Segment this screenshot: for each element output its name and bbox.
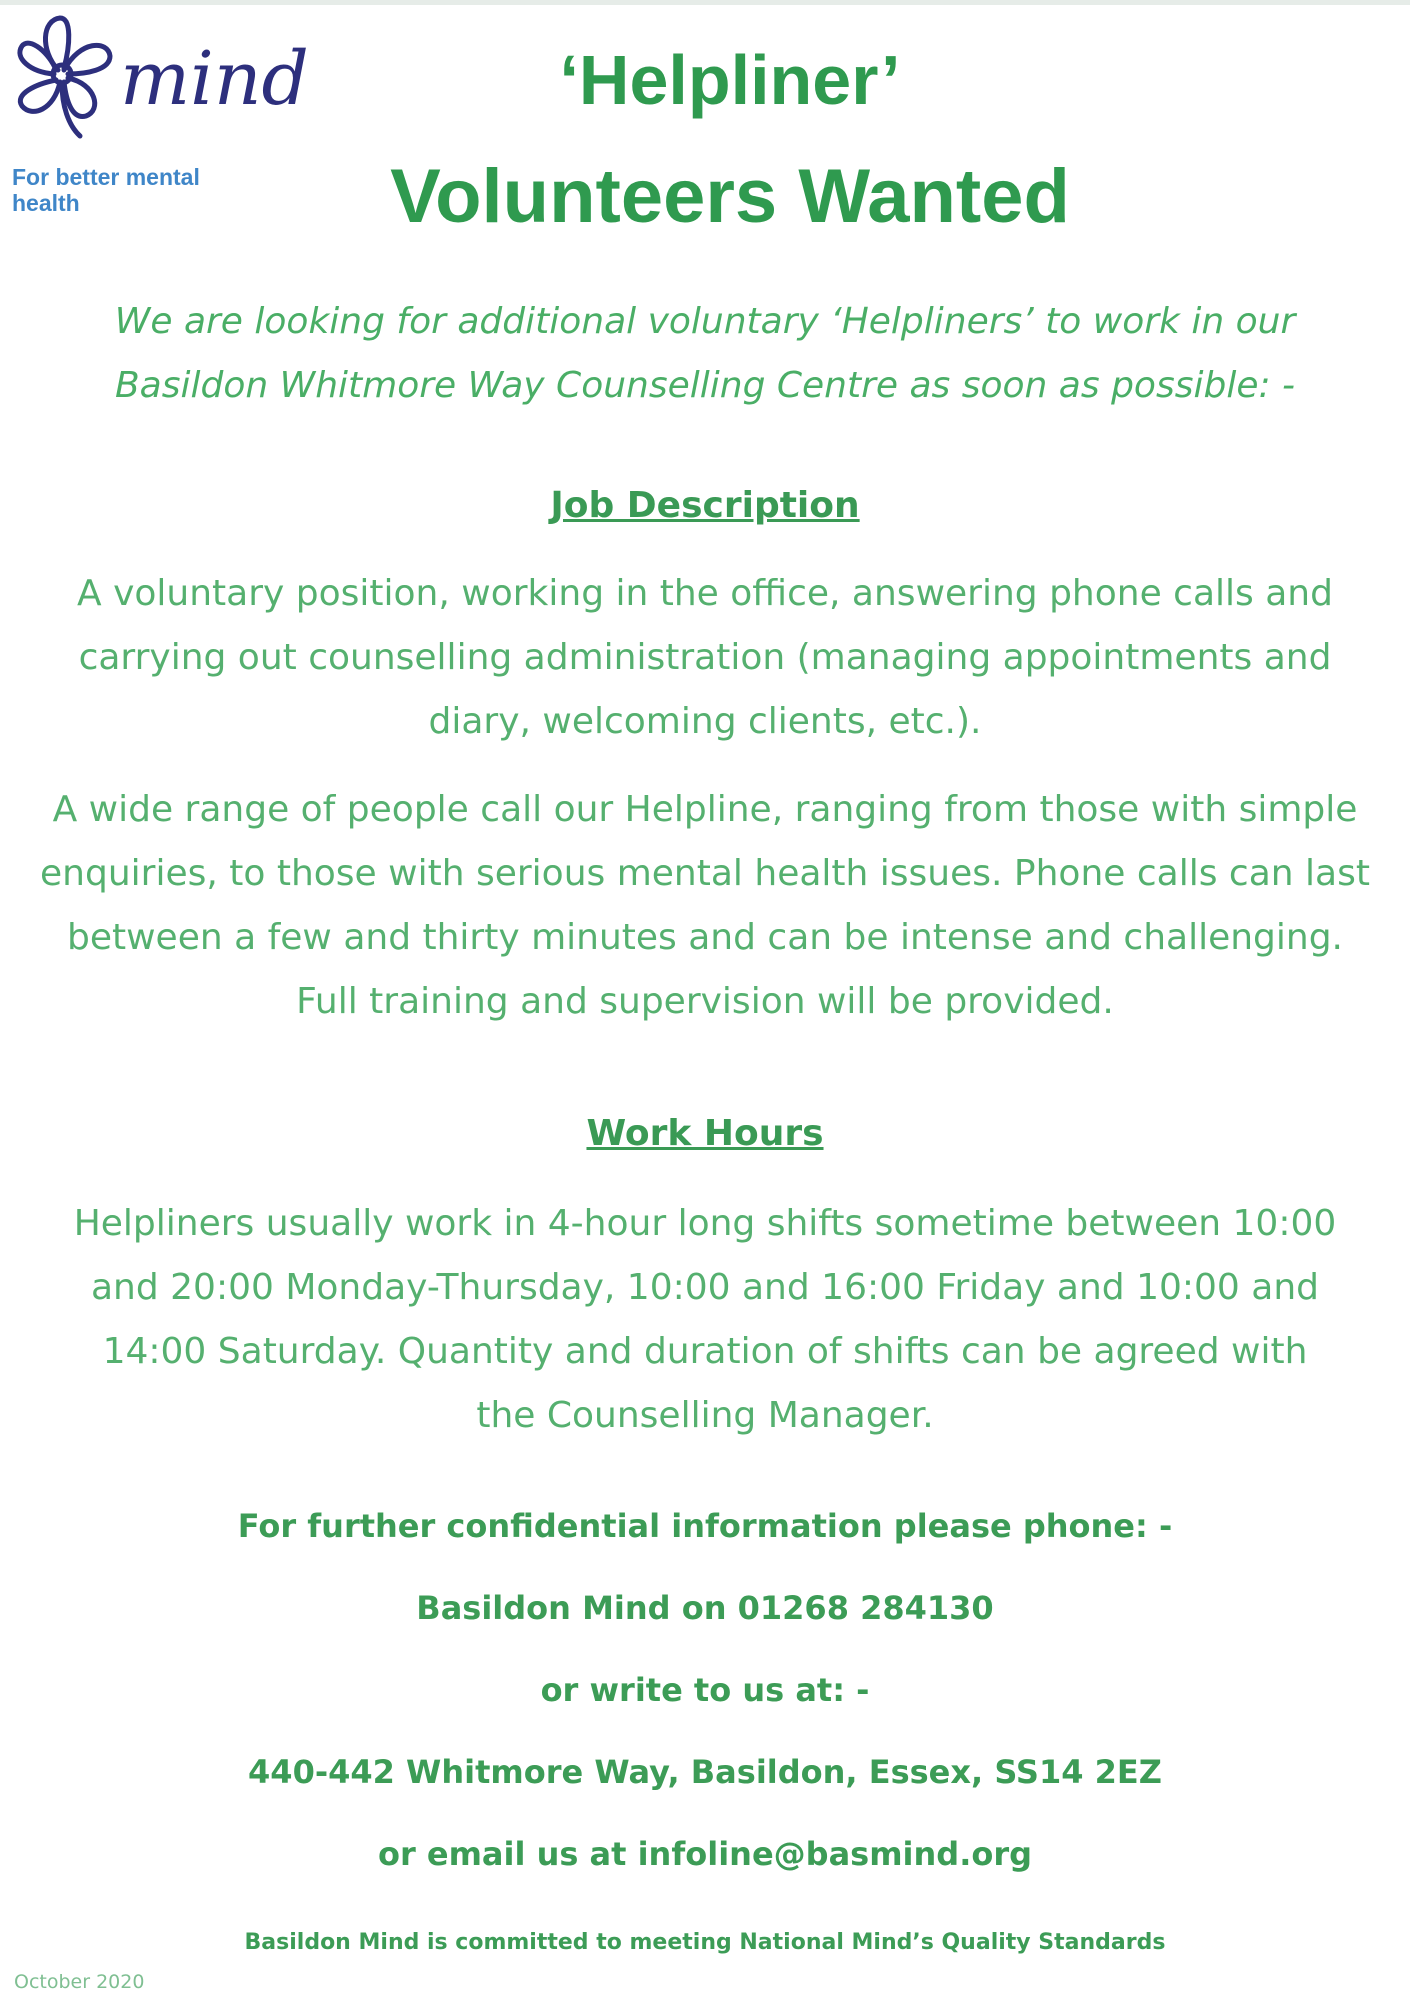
job-description-paragraph-2: A wide range of people call our Helpline, ranging from those with simple enquiries, to those with serious mental health issues. Phone calls can last between a few and thirty minutes and can be intense and challenging. Full training and supervision will be provided. <box>40 789 1370 1022</box>
title-volunteers-wanted: Volunteers Wanted <box>390 154 1070 239</box>
job-description-paragraph-1: A voluntary position, working in the office, answering phone calls and carrying out counselling administration (managing appointments and diary, welcoming clients, etc.). <box>77 573 1333 742</box>
document-date: October 2020 <box>14 1971 145 1993</box>
work-hours-paragraph: Helpliners usually work in 4-hour long shifts sometime between 10:00 and 20:00 Monday-Thursday, 10:00 and 16:00 Friday and 10:00 and 14:00 Saturday. Quantity and duration of shifts can be agreed with the Counselling Manager. <box>73 1203 1337 1436</box>
contact-address: 440-442 Whitmore Way, Basildon, Essex, SS14 2EZ <box>248 1753 1162 1791</box>
job-description-heading: Job Description <box>550 485 860 526</box>
mind-flower-icon <box>10 10 340 160</box>
title-helpliner: ‘Helpliner’ <box>559 41 901 119</box>
contact-email: or email us at infoline@basmind.org <box>377 1835 1033 1873</box>
work-hours-heading: Work Hours <box>586 1113 824 1154</box>
contact-phone: Basildon Mind on 01268 284130 <box>416 1589 994 1627</box>
wordmark: mind <box>120 36 309 122</box>
top-border <box>0 0 1410 5</box>
quality-standards-footer: Basildon Mind is committed to meeting National Mind’s Quality Standards <box>244 1930 1166 1955</box>
contact-intro: For further confidential information please phone: - <box>237 1507 1173 1545</box>
intro-text: We are looking for additional voluntary ‘Helpliners’ to work in our Basildon Whitmore Way Counselling Centre as soon as possible: - <box>114 301 1296 406</box>
logo-tagline: For better mental health <box>12 164 200 216</box>
contact-write-prompt: or write to us at: - <box>540 1671 870 1709</box>
